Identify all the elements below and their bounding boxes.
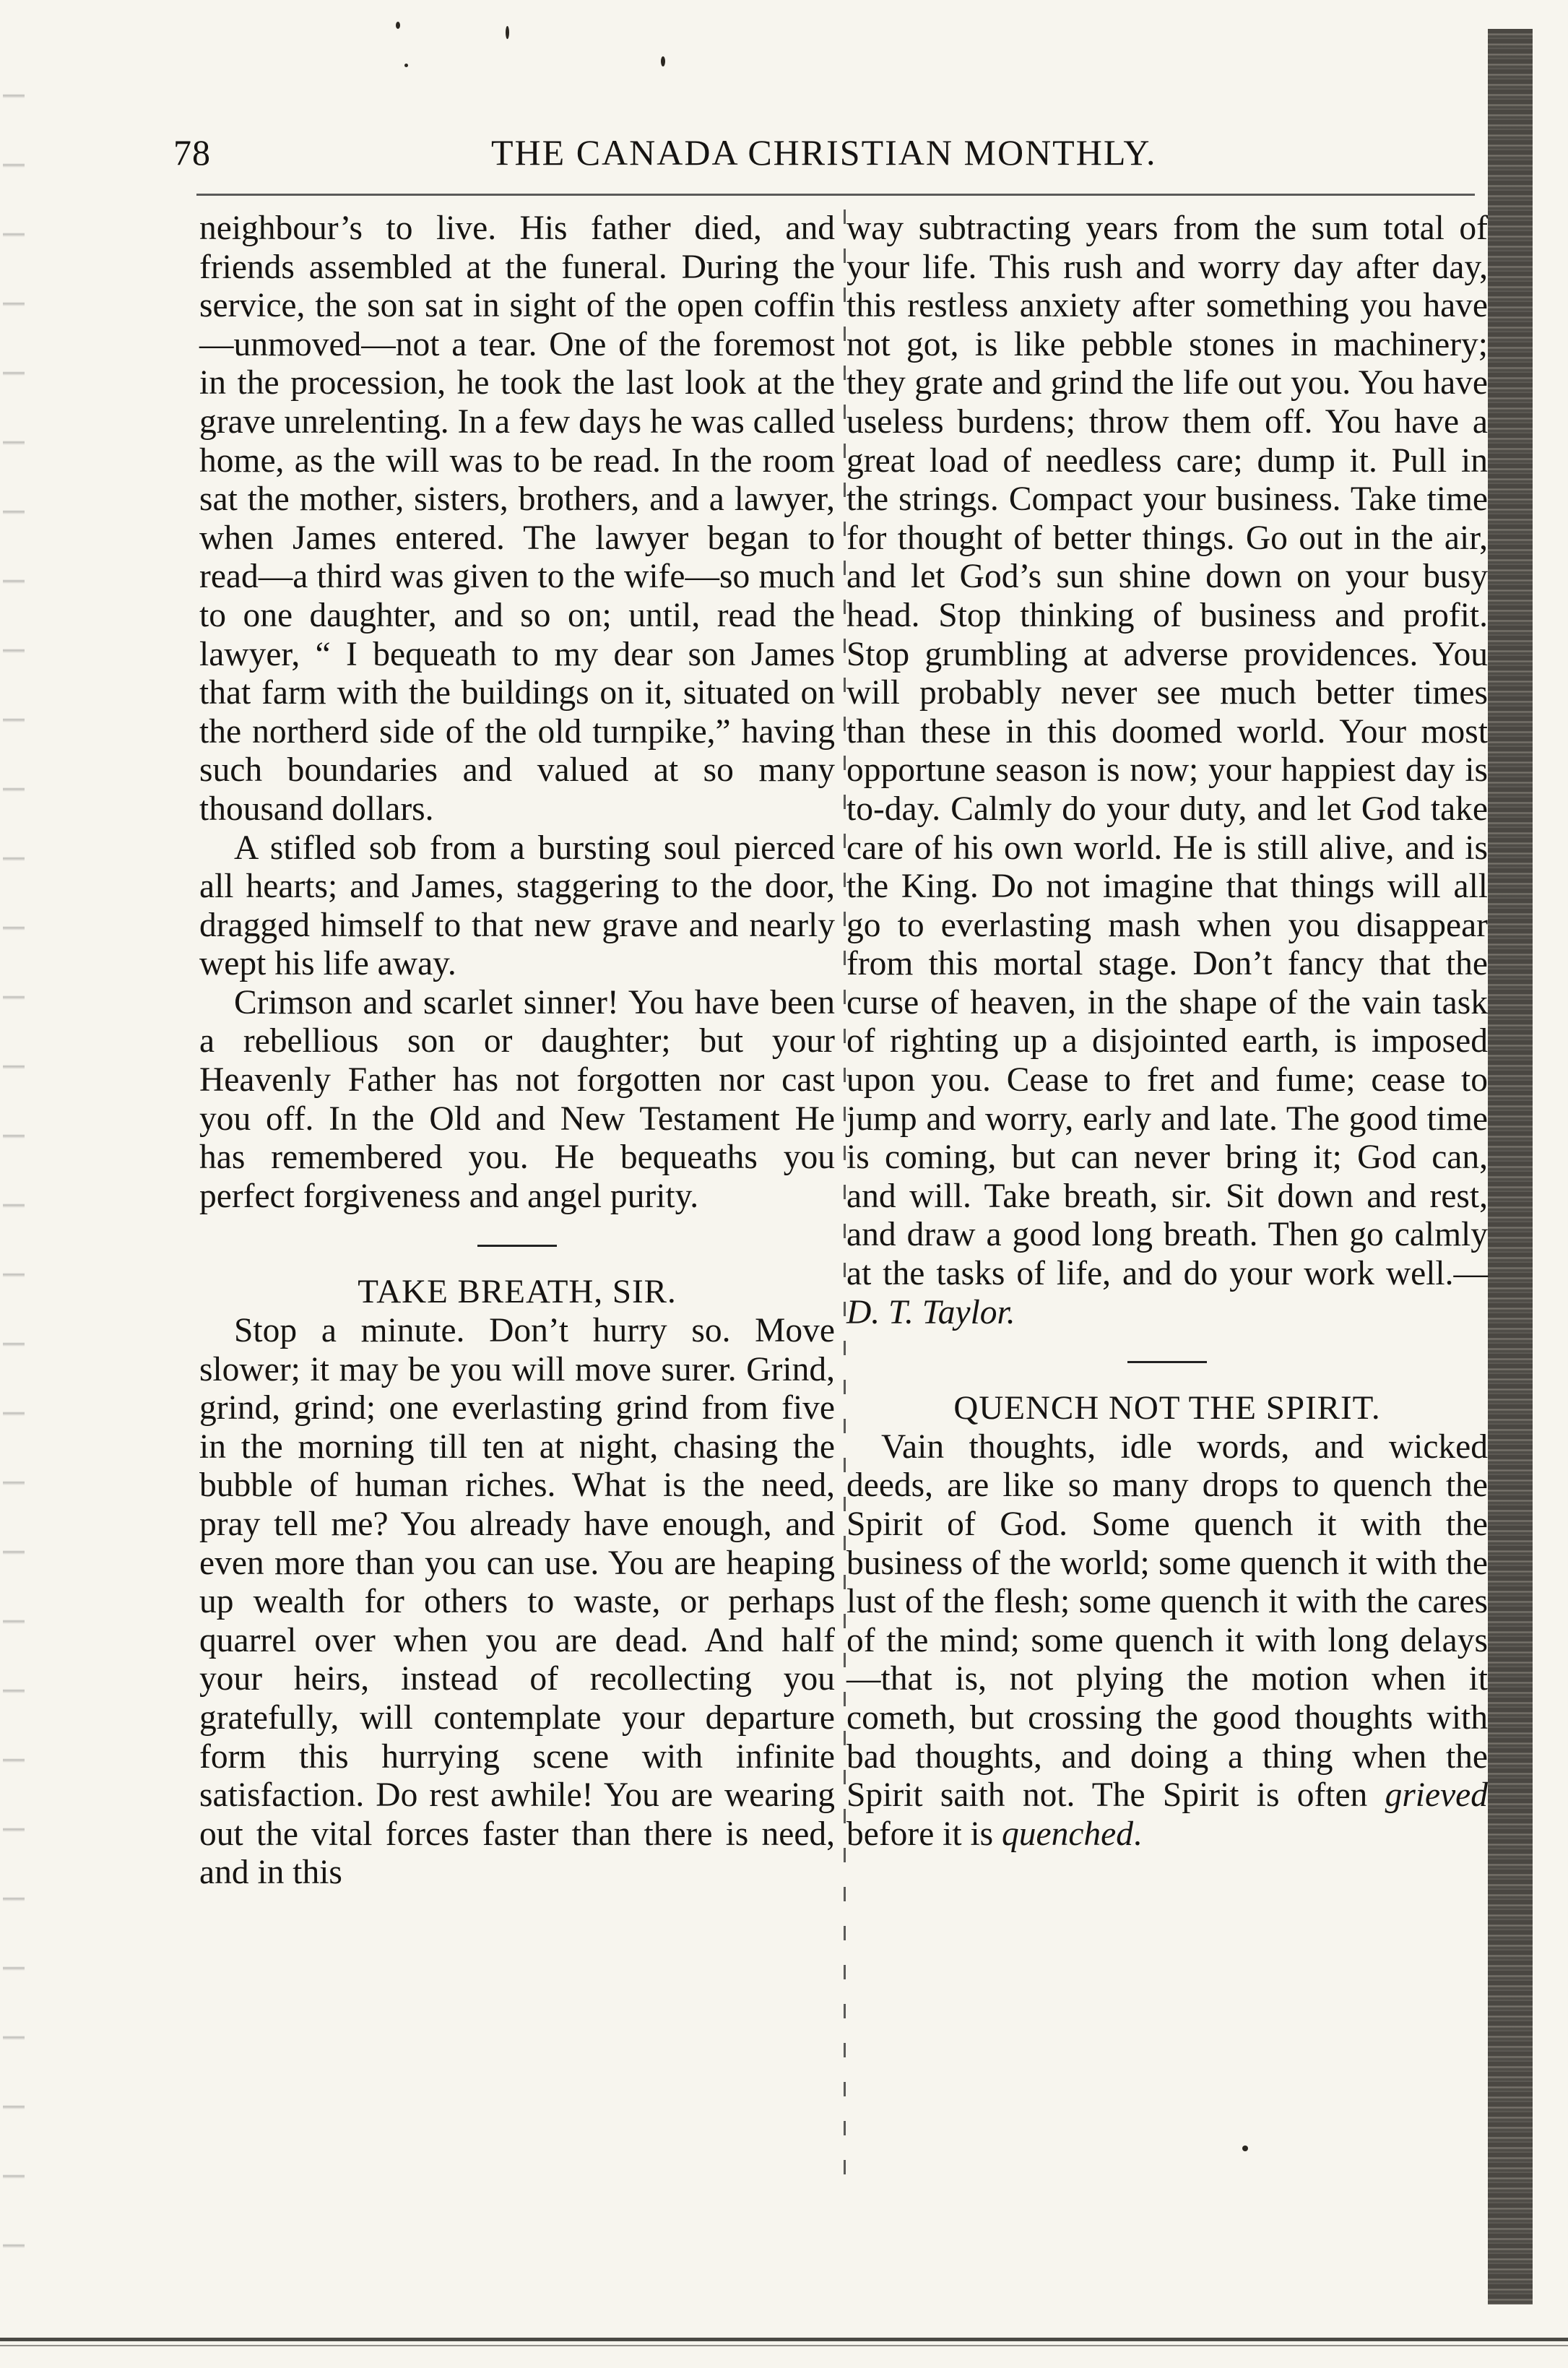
left-edge-ticks bbox=[3, 29, 25, 2304]
paragraph bbox=[846, 1428, 1488, 1854]
running-header bbox=[173, 131, 1459, 189]
paragraph: Stop a minute. Don’t hurry so. Move slower; it may be you will move surer. Grind, grind, grind; one everlasting grind from five in the morning till ten at night, chasing the bubble of human riches. What is the need, pray tell me? You already have enough, and even more than you can use. You are heaping up wealth for others to waste, or perhaps quarrel over when you are dead. And half your heirs, instead of recollecting you gratefully, will contemplate your departure form this hurrying scene with infinite satisfaction. Do rest awhile! You are wearing out the vital forces faster than there is need, and in this bbox=[199, 1312, 835, 1892]
running-title: THE CANADA CHRISTIAN MONTHLY. bbox=[491, 132, 1157, 173]
speck bbox=[661, 56, 665, 66]
section-heading: QUENCH NOT THE SPIRIT. bbox=[953, 1389, 1381, 1427]
header-rule bbox=[196, 194, 1475, 196]
emphasis-text: grieved bbox=[1385, 1776, 1488, 1815]
paragraph-text: . bbox=[1133, 1815, 1142, 1853]
section-heading: TAKE BREATH, SIR. bbox=[358, 1273, 677, 1311]
binding-edge bbox=[1488, 29, 1533, 2304]
left-column bbox=[199, 209, 835, 1893]
speck bbox=[506, 26, 509, 39]
bottom-rule bbox=[0, 2338, 1568, 2341]
paragraph: A stifled sob from a bursting soul pierced all hearts; and James, staggering to the door, dragged himself to that new grave and nearly wept his life away. bbox=[199, 829, 835, 983]
paragraph: neighbour’s to live. His father died, and friends assembled at the funeral. During the service, the son sat in sight of the open coffin—unmoved—not a tear. One of the foremost in the procession, he took the last look at the grave unrelenting. In a few days he was called home, as the will was to be read. In the room sat the mother, sisters, brothers, and a lawyer, when James entered. The lawyer began to read—a third was given to the wife—so much to one daughter, and so on; until, read the lawyer, “ I bequeath to my dear son James that farm with the buildings on it, situated on the northerd side of the old turnpike,” having such boundaries and valued at so many thousand dollars. bbox=[199, 209, 835, 828]
section-divider bbox=[1127, 1361, 1207, 1363]
speck bbox=[404, 64, 408, 67]
paragraph-text: way subtracting years from the sum total of your life. This rush and worry day after day, this restless anxiety after something you have not got, is like pebble stones in machinery; they grate and grind the life out you. You have useless burdens; throw them off. You have a great load of needless care; dump it. Pull in the strings. Compact your business. Take time for thought of better things. Go out in the air, and let God’s sun shine down on your busy head. Stop thinking of business and profit. Stop grumbling at adverse providences. You will probably never see much better times than these in this doomed world. Your most opportune season is now; your happiest day is to-day. Calmly do your duty, and let God take care of his own world. He is still alive, and is the King. Do not imagine that things will all go to everlasting mash when you disappear from this mortal stage. Don’t fancy that the curse of heaven, in the shape of the vain task of righting up a disjointed earth, is imposed upon you. Cease to fret and fume; cease to jump and worry, early and late. The good time is coming, but can never bring it; God can, and will. Take breath, sir. Sit down and rest, and draw a good long breath. Then go calmly at the tasks of life, and do your work well.— bbox=[846, 209, 1488, 1293]
paragraph: Crimson and scarlet sinner! You have been a rebellious son or daughter; but your Heavenly Father has not forgotten nor cast you off. In the Old and New Testament He has remembered you. He bequeaths you perfect forgiveness and angel purity. bbox=[199, 983, 835, 1215]
speck bbox=[1242, 2146, 1248, 2151]
paragraph-text: before it is bbox=[846, 1815, 1002, 1853]
right-column bbox=[846, 209, 1488, 1854]
page-number: 78 bbox=[173, 132, 211, 173]
bottom-rule-thin bbox=[0, 2345, 1568, 2346]
column-rule bbox=[844, 209, 846, 2174]
signature: D. T. Taylor. bbox=[846, 1293, 1015, 1331]
paragraph-text: Vain thoughts, idle words, and wicked deeds, are like so many drops to quench the Spirit of God. Some quench it with the business of the world; some quench it with the lust of the flesh; some quench it with the cares of the mind; some quench it with long delays—that is, not plying the motion when it cometh, but crossing the good thoughts with bad thoughts, and doing a thing when the Spirit saith not. The Spirit is often bbox=[846, 1427, 1488, 1815]
emphasis-text: quenched bbox=[1002, 1815, 1134, 1853]
section-divider bbox=[477, 1245, 557, 1247]
speck bbox=[396, 22, 400, 29]
paragraph bbox=[846, 209, 1488, 1332]
